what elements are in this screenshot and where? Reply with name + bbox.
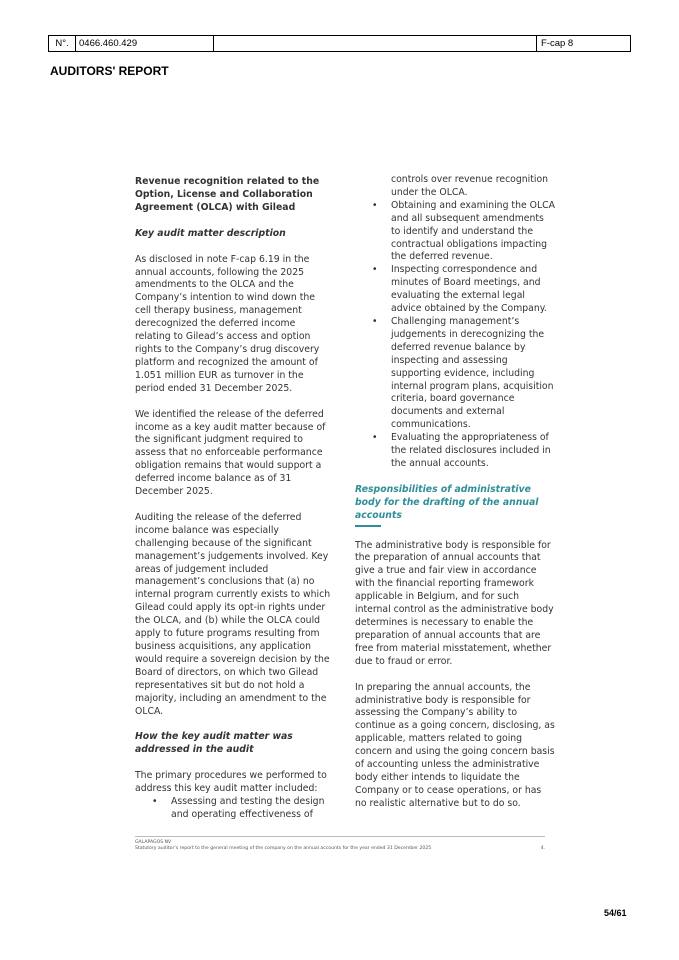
- paragraph: In preparing the annual accounts, the administrative body is responsible for assessing the Company’s ability to continue as a going concern, disclosing, as applicable, matters related to going concern and using the going concern basis of accounting unless the administrative body either intends to liquidate the Company or to cease operations, or has no realistic alternative but to do so.: [355, 681, 555, 809]
- section-heading-revenue: Revenue recognition related to the Option, License and Collaboration Agreement (OLCA) with Gilead: [135, 176, 320, 213]
- list-item: • Evaluating the appropriateness of the related disclosures included in the annual accounts.: [355, 432, 555, 471]
- paragraph: Auditing the release of the deferred income balance was especially challenging because of the significant management’s judgements involved. Key areas of judgement included management’s conclusions that (a) no internal program currently exists to which Gilead could apply its opt-in rights under the OLCA, and (b) while the OLCA could apply to future programs resulting from business acquisitions, any application would require a sovereign decision by the Board of directors, on which two Gilead representatives sit but do not hold a majority, including an amendment to the OLCA.: [135, 511, 331, 717]
- list-item: • Challenging management’s judgements in derecognizing the deferred revenue balance by inspecting and assessing supporting evidence, including internal program plans, acquisition criteria, board governance documents and external communications.: [355, 316, 555, 432]
- list-item-continuation: controls over revenue recognition under the OLCA.: [391, 174, 549, 198]
- paragraph: We identified the release of the deferred income as a key audit matter because of the significant judgment required to assess that no enforceable performance obligation remains that would support a deferred income balance as of 31 December 2025.: [135, 408, 326, 498]
- form-code: F-cap 8: [536, 36, 630, 51]
- procedures-list-continued: [355, 200, 555, 471]
- subheading-how-addressed: How the key audit matter was addressed in the audit: [135, 731, 293, 756]
- report-title: AUDITORS' REPORT: [50, 64, 169, 78]
- form-header-bar: [48, 35, 631, 52]
- footer-divider: [135, 836, 545, 837]
- left-column: [135, 176, 331, 822]
- subheading-key-audit-matter: Key audit matter description: [135, 227, 286, 239]
- paragraph: The administrative body is responsible for the preparation of annual accounts that give a true and fair view in accordance with the financial reporting framework applicable in Belgium, and for such internal control as the administrative body determines is necessary to enable the preparation of annual accounts that are free from material misstatement, whether due to fraud or error.: [355, 539, 554, 667]
- footer-page: 4.: [540, 846, 545, 851]
- paragraph: The primary procedures we performed to address this key audit matter included:: [135, 770, 327, 795]
- procedures-list: [135, 796, 331, 822]
- company-number: 0466.460.429: [77, 36, 214, 51]
- right-column: [355, 174, 555, 811]
- footer-description: Statutory auditor’s report to the general meeting of the company on the annual accounts for the year ended 31 December 2025: [135, 846, 432, 851]
- section-heading-responsibilities: Responsibilities of administrative body for the drafting of the annual accounts: [355, 483, 539, 521]
- page-number: 54/61: [604, 908, 627, 918]
- page-footer: [135, 840, 545, 852]
- number-label: N°.: [49, 36, 76, 51]
- paragraph: As disclosed in note F-cap 6.19 in the annual accounts, following the 2025 amendments to the OLCA and the Company’s intention to wind down the cell therapy business, management derecognized the deferred income relating to Gilead’s access and option rights to the Company’s drug discovery platform and recognized the amount of 1.051 million EUR as turnover in the period ended 31 December 2025.: [135, 253, 320, 394]
- list-item: • Assessing and testing the design and operating effectiveness of: [135, 796, 331, 822]
- footer-company: GALAPAGOS NV: [135, 840, 172, 845]
- list-item: • Obtaining and examining the OLCA and all subsequent amendments to identify and understand the contractual obligations impacting the deferred revenue.: [355, 200, 555, 265]
- list-item: • Inspecting correspondence and minutes of Board meetings, and evaluating the external legal advice obtained by the Company.: [355, 264, 555, 316]
